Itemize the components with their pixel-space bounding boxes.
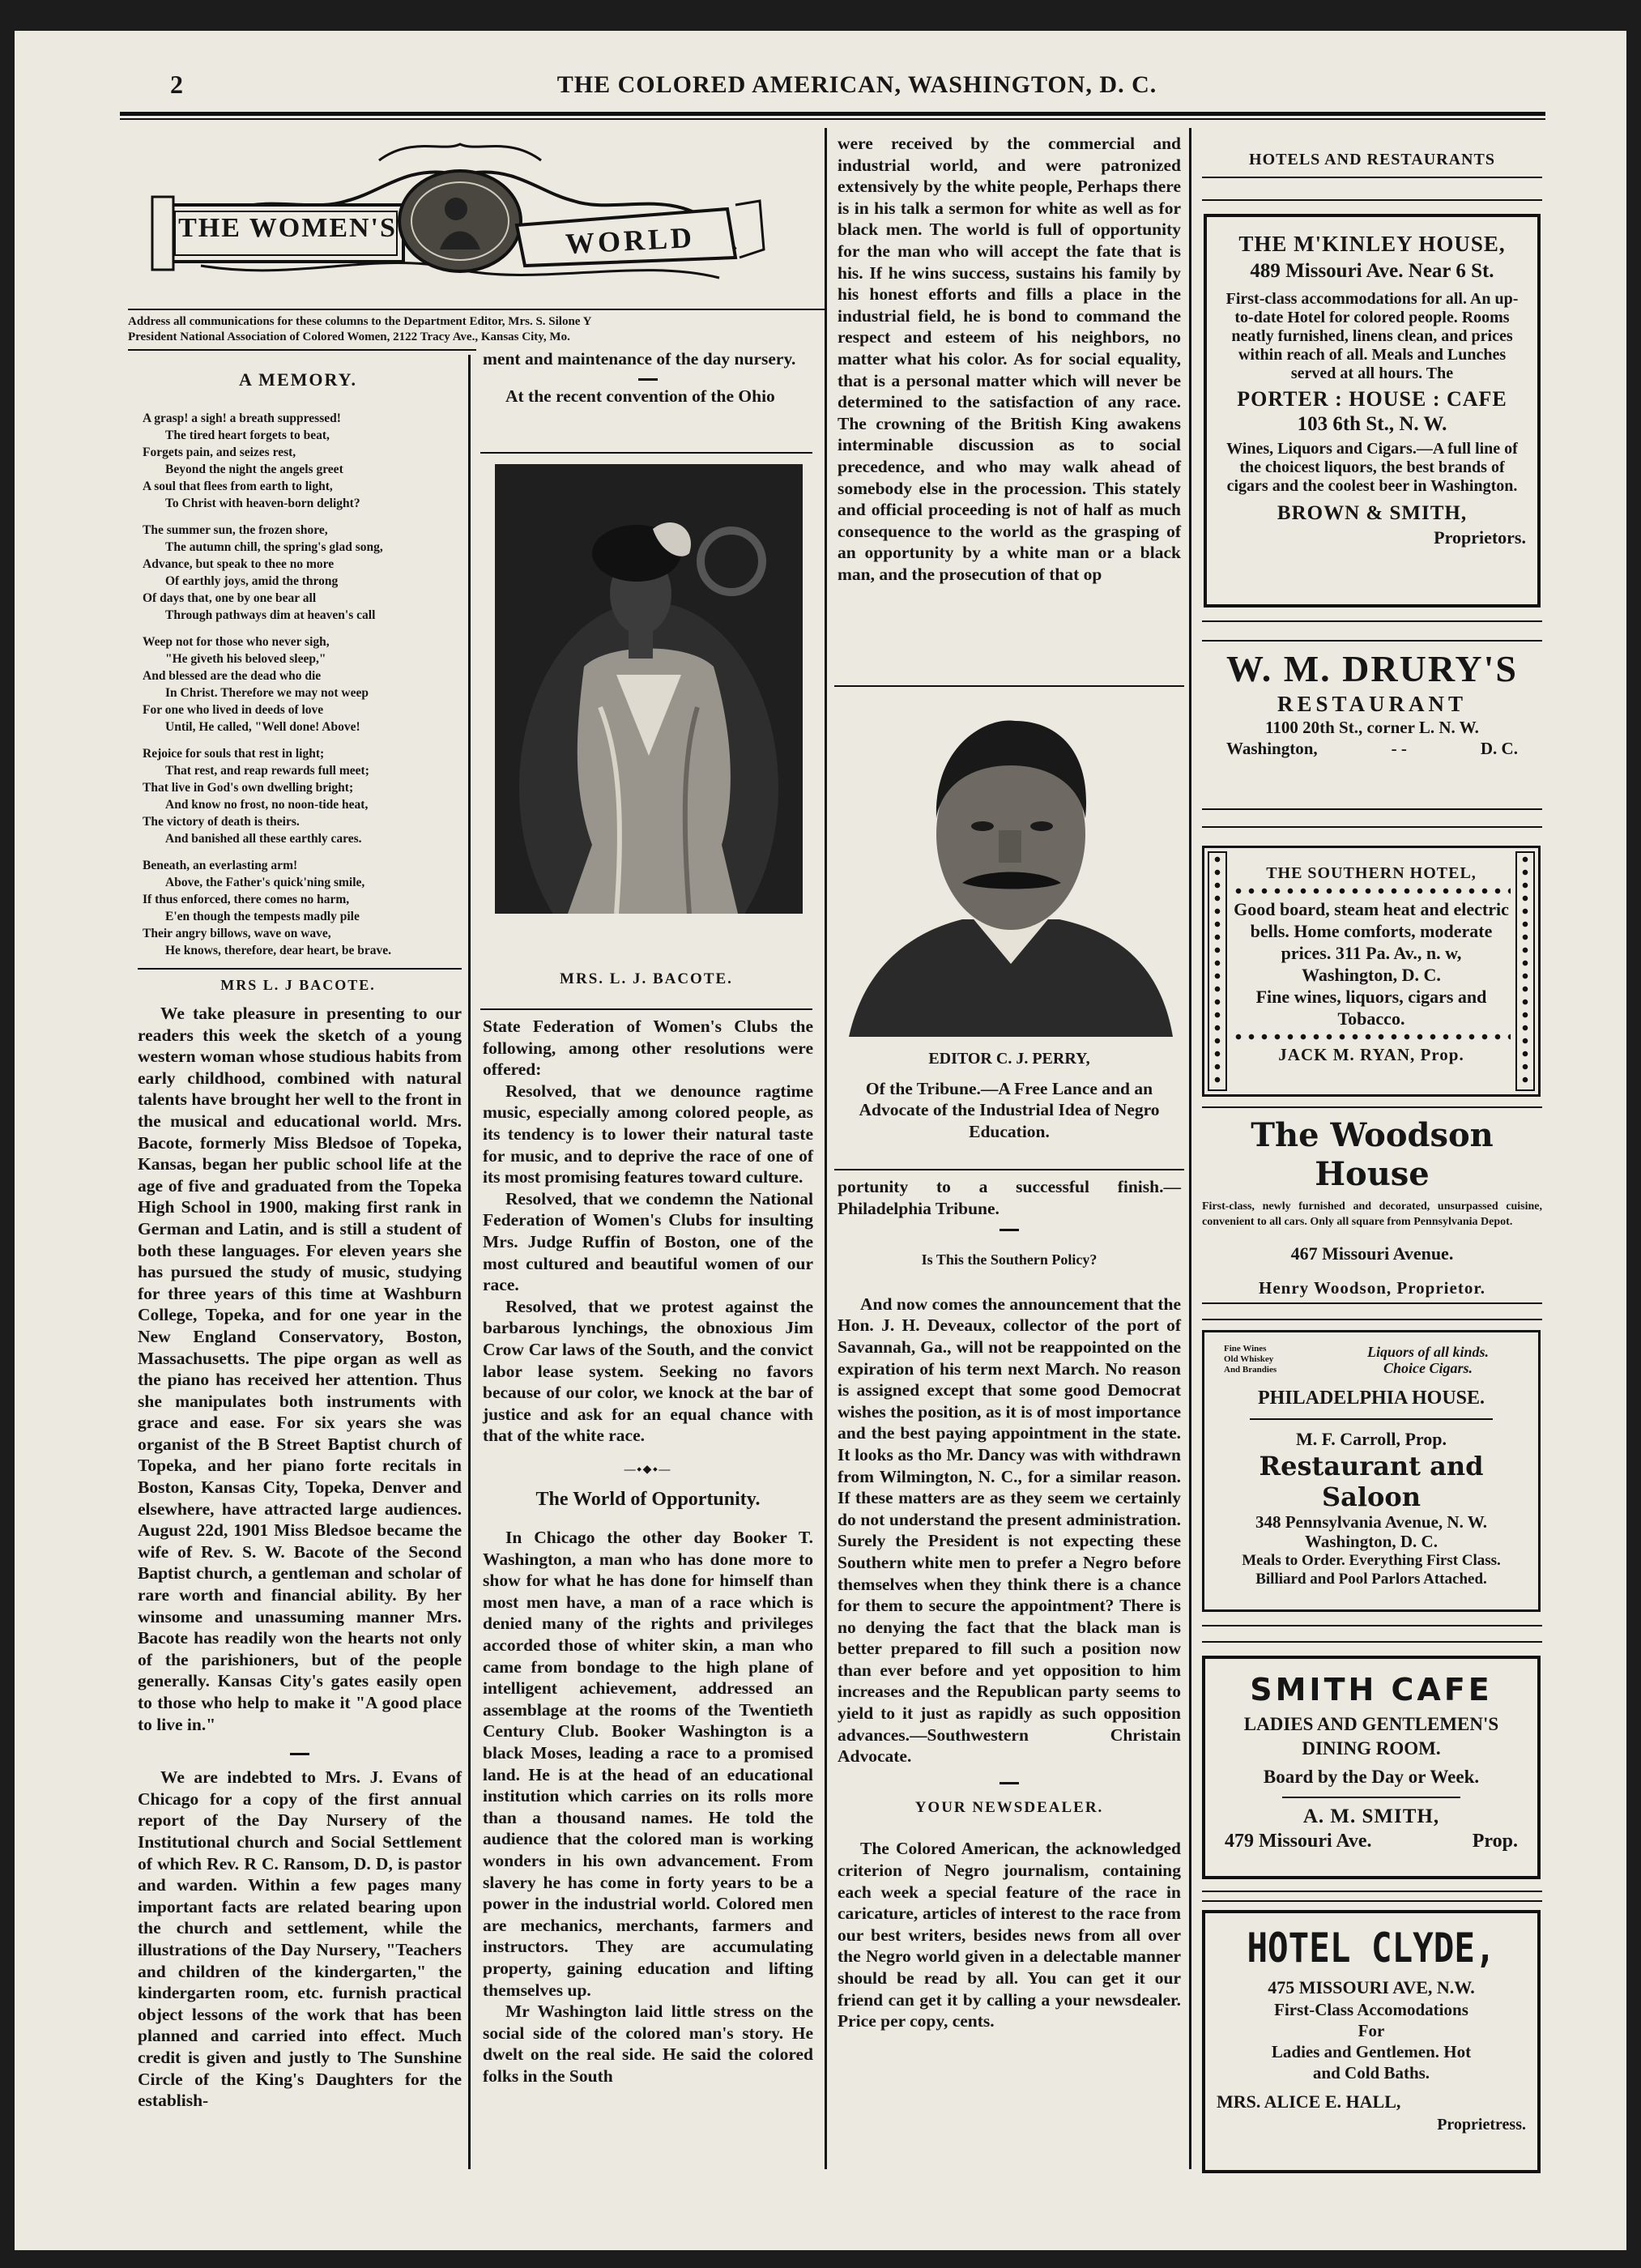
ad-owners: BROWN & SMITH, (1277, 502, 1468, 524)
ad-type: RESTAURANT (1277, 692, 1468, 716)
banner-right-text: WORLD (565, 220, 696, 261)
article-paragraph: Resolved, that we denounce ragtime music, especially among colored people, as its tendency is to lower their natural taste for music, and to deprive the race of one of its most promising features toward culture. (483, 1081, 813, 1187)
ad-prop: Prop. (1472, 1831, 1518, 1852)
poem-line: In Christ. Therefore we may not weep (165, 686, 369, 700)
mckinley-house-ad (1204, 214, 1541, 608)
ad-name: SMITH CAFE (1250, 1672, 1493, 1707)
ad-owner: Henry Woodson, Proprietor. (1259, 1278, 1485, 1298)
poem-line: Advance, but speak to thee no more (143, 557, 335, 571)
article-paragraph: At the recent convention of the Ohio (505, 386, 775, 406)
masthead-title: THE COLORED AMERICAN, WASHINGTON, D. C. (556, 71, 1157, 98)
address-note-line: President National Association of Colored Women, 2122 Tracy Ave., Kansas City, Mo. (128, 330, 570, 343)
poem-line: Beneath, an everlasting arm! (143, 859, 298, 872)
ad-name: HOTEL CLYDE, (1247, 1925, 1496, 1972)
ad-owner: JACK M. RYAN, Prop. (1278, 1045, 1464, 1064)
dotted-separator (1232, 1033, 1511, 1041)
poem-title: A MEMORY. (239, 369, 357, 390)
smith-cafe-ad (1202, 1656, 1541, 1879)
article-paragraph: Mr Washington laid little stress on the social side of the colored man's story. He dwelt on the real side. He said the colored folks in the South (483, 2002, 813, 2086)
perry-caption-block (838, 1048, 1181, 1142)
ad-owners-title: Proprietors. (1434, 527, 1526, 548)
ad-line: For (1358, 2021, 1385, 2040)
article-paragraph: We are indebted to Mrs. J. Evans of Chicago for a copy of the first annual report of the Day Nursery of the Institutional church and Social Settlement of which Rev. R C. Ransom, D. D, is pastor and warden. Within a few pages many important facts are related bearing upon the church and settlement, while the illustrations of the Day Nursery, "Teachers and children of the kindergarten," the kindergarten room, etc. furnish practical object lessons of the work that has been planned and carried into effect. Much credit is given and justly to The Sunshine Circle of the King's Daughters for the establish- (138, 1767, 462, 2111)
poem-line: And banished all these earthly cares. (165, 832, 362, 846)
article-paragraph: The Colored American, the acknowledged criterion of Negro journalism, containing each week a special feature of the race in caricature, articles of interest to the race from our best writers, besides news from all over the Negro world given in a delectable manner should be read by all. You can get it our friend can get it by calling a your newsdealer. Price per copy, cents. (838, 1839, 1181, 2031)
ad-line: DINING ROOM. (1302, 1738, 1441, 1759)
ad-meals: Meals to Order. Everything First Class. (1242, 1552, 1501, 1569)
poem-line: That rest, and reap rewards full meet; (165, 764, 369, 778)
poem-line: He knows, therefore, dear heart, be brave. (165, 944, 391, 957)
ad-restaurant-saloon: Restaurant and Saloon (1259, 1451, 1484, 1512)
address-note-line: Address all communications for these columns to the Department Editor, Mrs. S. Silone Y (128, 315, 592, 328)
poem-line: Weep not for those who never sigh, (143, 635, 330, 649)
article-paragraph: Resolved, that we protest against the barbarous lynchings, the obnoxious Jim Crow Car laws of the South, and the convict labor lease system. Seeking no favors because of our color, we knock at the bar of justice and ask for an equal chance with that of the white race. (483, 1296, 813, 1446)
article-paragraph: ment and maintenance of the day nursery. (483, 349, 796, 369)
col3-text-top (838, 133, 1181, 585)
poem-line: Beyond the night the angels greet (165, 463, 343, 476)
ad-small-text: And Brandies (1224, 1365, 1277, 1375)
ad-line: Ladies and Gentlemen. Hot (1271, 2042, 1472, 2061)
ad-line: First-Class Accomodations (1274, 2000, 1468, 2019)
ad-liquors: Liquors of all kinds. (1366, 1344, 1490, 1360)
article-paragraph: portunity to a successful finish.— Philadelphia Tribune. (838, 1177, 1181, 1218)
ad-city: Washington, (1226, 739, 1318, 758)
dotted-separator (1232, 887, 1511, 895)
ad-address: 467 Missouri Avenue. (1290, 1243, 1454, 1264)
dotted-border-left (1208, 851, 1227, 1091)
ads-section-heading: HOTELS AND RESTAURANTS (1249, 151, 1495, 168)
ad-address-line (1217, 1829, 1526, 1853)
poem-line: Rejoice for souls that rest in light; (143, 747, 325, 761)
address-note (128, 314, 841, 345)
ad-cafe-name: PORTER : HOUSE : CAFE (1237, 387, 1507, 411)
newsdealer-heading: YOUR NEWSDEALER. (914, 1798, 1104, 1816)
bacote-heading: MRS L. J BACOTE. (220, 977, 376, 993)
article-paragraph: Resolved, that we condemn the National Federation of Women's Clubs for insulting Mrs. Judge Ruffin of Boston, one of the most cultured and beautiful women of our race. (483, 1188, 813, 1295)
article-paragraph: were received by the commercial and industrial world, and were patronized extensively by the white people, Perhaps there is in his talk a sermon for white as well as for black men. The world is full of opportunity for the man who will accept the fate that is his. If he wins success, sustains his family by his honest efforts and fills a place in the industrial field, he is bond to command the respect and esteem of his neighbors, no matter what his color. As for social equality, that is a personal matter which will never be determined to the satisfaction of any race. The crowning of the British King awakens interminable discussion as to social precedence, and who may walk ahead of somebody else in the procession. This stately and official proceeding is not of half as much consequence to the world as the grasping of an opportunity by a white man or a black man, and the prosecution of that op (838, 134, 1181, 584)
womens-world-banner (136, 128, 784, 298)
southern-heading: Is This the Southern Policy? (921, 1251, 1098, 1268)
perry-portrait (841, 697, 1181, 1037)
ad-dashes: - - (1391, 739, 1407, 758)
ad-description: Good board, steam heat and electric bells. Home comforts, moderate prices. 311 Pa. Av., n. w, Washington, D. C. (1234, 899, 1509, 985)
ad-city-line (1202, 739, 1542, 758)
poem-line: Of days that, one by one bear all (143, 591, 317, 605)
poem-line: A soul that flees from earth to light, (143, 480, 333, 493)
ad-name: W. M. DRURY'S (1225, 648, 1519, 689)
banner-left-text: THE WOMEN'S (178, 213, 397, 243)
poem-line: The summer sun, the frozen shore, (143, 523, 328, 537)
column-rule (1189, 128, 1191, 2169)
ad-cafe-address: 103 6th St., N. W. (1297, 413, 1447, 435)
col2-text (483, 1016, 813, 2087)
col1-text (138, 1003, 462, 2112)
dotted-border-right (1515, 851, 1535, 1091)
ad-owner-title: Proprietress. (1437, 2116, 1526, 2134)
ad-owner: M. F. Carroll, Prop. (1296, 1429, 1447, 1449)
poem-line: Their angry billows, wave on wave, (143, 927, 331, 940)
ad-address: 1100 20th St., corner L. N. W. (1265, 718, 1479, 737)
ad-divider (1250, 1418, 1493, 1420)
poem-line: If thus enforced, there comes no harm, (143, 893, 350, 906)
ad-billiard: Billiard and Pool Parlors Attached. (1255, 1571, 1487, 1588)
ad-line: Board by the Day or Week. (1263, 1767, 1480, 1787)
poem (143, 410, 467, 959)
ad-name: PHILADELPHIA HOUSE. (1257, 1388, 1485, 1409)
ad-city: Washington, D. C. (1305, 1532, 1438, 1551)
ad-cigars: Choice Cigars. (1383, 1360, 1473, 1376)
ad-name: THE M'KINLEY HOUSE, (1238, 232, 1506, 256)
poem-line: And know no frost, no noon-tide heat, (165, 798, 369, 812)
ad-line: and Cold Baths. (1312, 2063, 1430, 2083)
bacote-photo-caption: MRS. L. J. BACOTE. (560, 970, 733, 987)
poem-line: Of earthly joys, amid the throng (165, 574, 339, 588)
philadelphia-house-ad (1202, 1330, 1541, 1612)
perry-caption: EDITOR C. J. PERRY, (928, 1050, 1090, 1068)
hotel-clyde-ad (1202, 1910, 1541, 2173)
ad-state: D. C. (1480, 739, 1518, 758)
ad-description: First-class accommodations for all. An up-to-date Hotel for colored people. Rooms neatly furnished, linens clean, and prices within reach of all. Meals and Lunches served at all hours. The (1225, 290, 1519, 382)
ad-address: 475 MISSOURI AVE, N.W. (1268, 1977, 1475, 1997)
southern-hotel-ad (1202, 846, 1541, 1097)
poem-line: "He giveth his beloved sleep," (165, 652, 326, 666)
drury-ad (1202, 646, 1542, 758)
poem-line: And blessed are the dead who die (143, 669, 322, 683)
poem-line: The victory of death is theirs. (143, 815, 300, 829)
poem-line: For one who lived in deeds of love (143, 703, 324, 717)
ad-address: 489 Missouri Ave. Near 6 St. (1250, 260, 1494, 282)
poem-line: Above, the Father's quick'ning smile, (165, 876, 365, 889)
column-rule (825, 128, 827, 2169)
man-portrait-image (841, 697, 1181, 1037)
ad-address: 348 Pennsylvania Avenue, N. W. (1255, 1512, 1488, 1532)
ad-owner: A. M. SMITH, (1302, 1805, 1440, 1827)
ad-name: The Woodson House (1251, 1116, 1494, 1193)
poem-line: To Christ with heaven-born delight? (165, 497, 360, 510)
poem-line: Until, He called, "Well done! Above! (165, 720, 360, 734)
ad-line: LADIES AND GENTLEMEN'S (1243, 1714, 1499, 1734)
article-paragraph: And now comes the announcement that the Hon. J. H. Deveaux, collector of the port of Savannah, Ga., will not be reappointed on the expiration of his term next March. No reason is assigned except that some good Democrat wishes the position, as it is of most importance and the best paying appointment in the state. It looks as tho Mr. Dancy was with withdrawn from Wilmington, N. C., for a similar reason. If these matters are as they seem we certainly do not understand the present administration. Surely the President is not expecting these Southern white men to prefer a Negro before themselves when they think there is a chance for them to secure the appointment? There is no denying the fact that the black man is better prepared to fill such a position now than ever before and yet opposition to him increases and the Republican party seems to yield to it just as rapidly as such opposition advances.—Southwestern Christain Advocate. (838, 1294, 1181, 1767)
ad-description: First-class, newly furnished and decorated, unsurpassed cuisine, convenient to all cars. Only all square from Pennsylvania Depot. (1202, 1200, 1542, 1228)
poem-line: The autumn chill, the spring's glad song, (165, 540, 383, 554)
newspaper-page (15, 31, 1626, 2250)
poem-line: Forgets pain, and seizes rest, (143, 446, 296, 459)
col3-text (838, 1176, 1181, 2032)
ad-small-text: Fine Wines (1224, 1344, 1267, 1354)
masthead-rule (120, 112, 1545, 116)
ad-address: 479 Missouri Ave. (1225, 1831, 1372, 1852)
poem-line: Through pathways dim at heaven's call (165, 608, 376, 622)
ornamental-divider: —⬩◆⬩— (624, 1463, 672, 1476)
poem-line: A grasp! a sigh! a breath suppressed! (143, 411, 341, 425)
poem-line: The tired heart forgets to beat, (165, 428, 330, 442)
bacote-photo (495, 464, 803, 914)
col2-top (483, 348, 813, 407)
poem-line: That live in God's own dwelling bright; (143, 781, 354, 795)
article-paragraph: In Chicago the other day Booker T. Washington, a man who has done more to show for what he has done for himself than most men have, a man of a race which is denied many of the rights and privileges accorded those of whiter skin, a man who came from bondage to the high plane of intelligent achievement, addressed an assemblage at the rooms of the Twentieth Century Club. Booker Washington is a black Moses, leading a race to a promised land. He is at the head of an educational institution which carries on its rolls more than a thousand names. He told the audience that the colored man is working wonders in his own advancement. From slavery he has come in forty years to be a power in the industrial world. Colored men are mechanics, merchants, farmers and instructors. They are accumulating property, gaining education and lifting themselves up. (483, 1528, 813, 2000)
ad-owner: MRS. ALICE E. HALL, (1217, 2091, 1401, 2112)
ad-name: THE SOUTHERN HOTEL, (1266, 864, 1477, 882)
article-paragraph: State Federation of Women's Clubs the following, among other resolutions were offered: (483, 1017, 813, 1080)
ad-small-text: Old Whiskey (1224, 1354, 1274, 1364)
poem-line: E'en though the tempests madly pile (165, 910, 360, 923)
column-rule (468, 355, 471, 2169)
perry-subcaption: Of the Tribune.—A Free Lance and an Advocate of the Industrial Idea of Negro Education. (859, 1078, 1160, 1141)
ad-description: Fine wines, liquors, cigars and Tobacco. (1255, 987, 1487, 1029)
ad-description: Wines, Liquors and Cigars.—A full line of the choicest liquors, the best brands of cigars and the coolest beer in Washington. (1226, 440, 1518, 495)
woodson-house-ad (1202, 1116, 1542, 1299)
article-paragraph: We take pleasure in presenting to our readers this week the sketch of a young western woman whose studious habits from early childhood, combined with natural talents have brought her well to the front in the musical and educational world. Mrs. Bacote, formerly Miss Bledsoe of Topeka, Kansas, began her public school life at the age of five and graduated from the Topeka High School in 1900, making first rank in German and Latin, and is still a student of both these languages. For eleven years she has pursued the study of music, studying for three years of this time at Washburn College, Topeka, and for one year in the New England Conservatory, Boston, Massachusetts. The pipe organ as well as the piano has received her attention. Thus she manipulates both instruments with grace and ease. For six years she was organist of the B Street Baptist church of Topeka, and her piano forte recitals in Boston, Kansas City, Topeka, Denver and elsewhere, have attracted large audiences. August 22d, 1901 Miss Bledsoe became the wife of Rev. S. W. Bacote of the Second Baptist church, a gentleman and scholar of rare worth and financial ability. By her winsome and unassuming manner Mrs. Bacote has readily won the hearts not only of the parishioners, but of the people generally. Kansas City's gates easily open to those who help to make it "A good place to live in." (138, 1004, 462, 1734)
opportunity-heading: The World of Opportunity. (535, 1489, 761, 1511)
ad-divider (1282, 1797, 1460, 1798)
page-number: 2 (170, 70, 183, 99)
woman-portrait-image (495, 464, 803, 914)
